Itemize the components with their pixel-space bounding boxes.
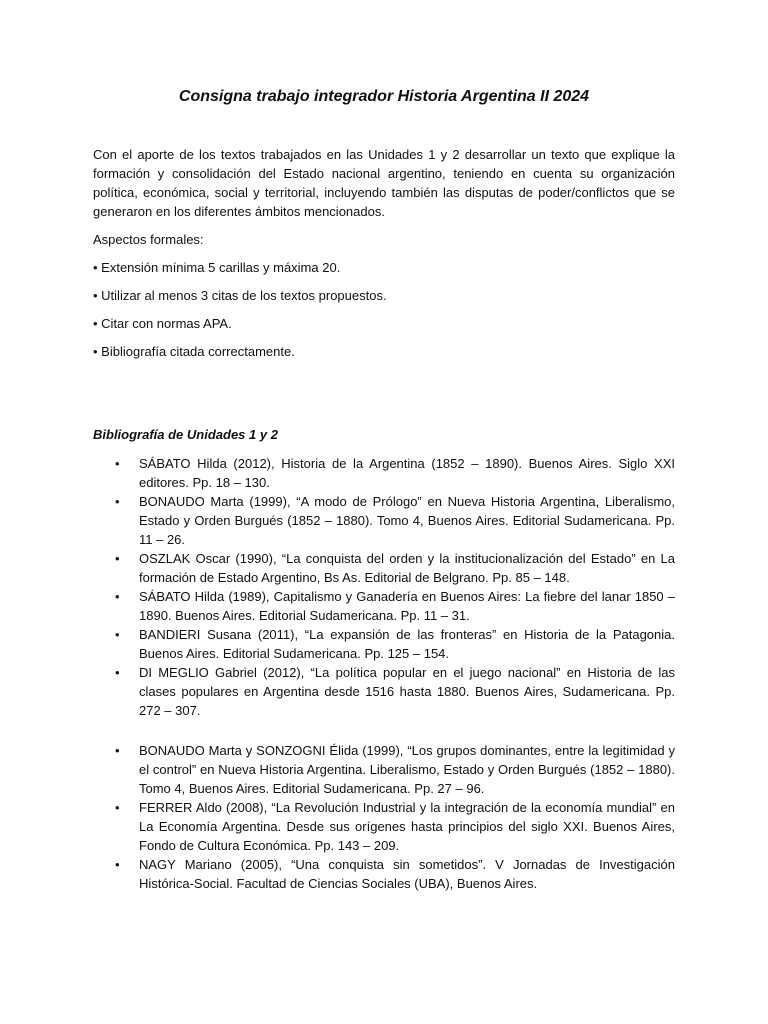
bullet-icon: •	[115, 589, 120, 604]
bibliography-entry	[93, 741, 675, 798]
bibliography-list	[93, 454, 675, 720]
bibliography-entry	[93, 855, 675, 893]
bibliography-heading: Bibliografía de Unidades 1 y 2	[93, 427, 278, 442]
bibliography-entry-text: DI MEGLIO Gabriel (2012), “La política popular en el juego nacional” en Historia de las clases populares en Argentina desde 1516 hasta 1880. Buenos Aires, Sudamericana. Pp. 272 – 307.	[139, 665, 675, 718]
bibliography-entry-text: SÁBATO Hilda (1989), Capitalismo y Ganadería en Buenos Aires: La fiebre del lanar 1850 – 1890. Buenos Aires. Editorial Sudamericana. Pp. 11 – 31.	[139, 589, 675, 623]
bibliography-entry	[93, 549, 675, 587]
bibliography-entry-text: BONAUDO Marta (1999), “A modo de Prólogo” en Nueva Historia Argentina, Liberalismo, Estado y Orden Burgués (1852 – 1880). Tomo 4, Buenos Aires. Editorial Sudamericana. Pp. 11 – 26.	[139, 494, 675, 547]
bibliography-entry	[93, 663, 675, 720]
bullet-icon: •	[115, 665, 120, 680]
bullet-icon: •	[115, 551, 120, 566]
bibliography-entry-text: BONAUDO Marta y SONZOGNI Élida (1999), “Los grupos dominantes, entre la legitimidad y el control” en Nueva Historia Argentina. Liberalismo, Estado y Orden Burgués (1852 – 1880). Tomo 4, Buenos Aires. Editorial Sudamericana. Pp. 27 – 96.	[139, 743, 675, 796]
bibliography-entry	[93, 798, 675, 855]
bibliography-list	[93, 741, 675, 893]
page-title: Consigna trabajo integrador Historia Argentina II 2024	[178, 88, 590, 105]
bibliography-entry-text: FERRER Aldo (2008), “La Revolución Industrial y la integración de la economía mundial” en La Economía Argentina. Desde sus orígenes hasta principios del siglo XXI. Buenos Aires, Fondo de Cultura Económica. Pp. 143 – 209.	[139, 800, 675, 853]
bibliography-entry	[93, 492, 675, 549]
bibliography-entry-text: NAGY Mariano (2005), “Una conquista sin sometidos”. V Jornadas de Investigación Histórica-Social. Facultad de Ciencias Sociales (UBA), Buenos Aires.	[139, 857, 675, 891]
bibliography-entry-text: BANDIERI Susana (2011), “La expansión de las fronteras” en Historia de la Patagonia. Buenos Aires. Editorial Sudamericana. Pp. 125 – 154.	[139, 627, 675, 661]
bullet-icon: •	[115, 627, 120, 642]
bullet-icon: •	[115, 800, 120, 815]
bibliography-entry-text: SÁBATO Hilda (2012), Historia de la Argentina (1852 – 1890). Buenos Aires. Siglo XXI editores. Pp. 18 – 130.	[139, 456, 675, 490]
formal-item: • Utilizar al menos 3 citas de los textos propuestos.	[93, 288, 387, 303]
assignment-description: Con el aporte de los textos trabajados en las Unidades 1 y 2 desarrollar un texto que explique la formación y consolidación del Estado nacional argentino, teniendo en cuenta su organización política, económica, social y territorial, incluyendo también las disputas de poder/conflictos que se generaron en los diferentes ámbitos mencionados.	[93, 147, 675, 219]
formal-aspects-heading: Aspectos formales:	[93, 232, 204, 247]
formal-item: • Citar con normas APA.	[93, 316, 232, 331]
bibliography-entry	[93, 454, 675, 492]
bullet-icon: •	[115, 857, 120, 872]
bullet-icon: •	[115, 456, 120, 471]
formal-item: • Extensión mínima 5 carillas y máxima 20.	[93, 260, 341, 275]
bullet-icon: •	[115, 494, 120, 509]
bullet-icon: •	[115, 743, 120, 758]
formal-item: • Bibliografía citada correctamente.	[93, 344, 295, 359]
bibliography-entry	[93, 625, 675, 663]
formal-aspects-list	[93, 258, 675, 370]
bibliography-entry	[93, 587, 675, 625]
bibliography-entry-text: OSZLAK Oscar (1990), “La conquista del orden y la institucionalización del Estado” en La formación de Estado Argentino, Bs As. Editorial de Belgrano. Pp. 85 – 148.	[139, 551, 675, 585]
